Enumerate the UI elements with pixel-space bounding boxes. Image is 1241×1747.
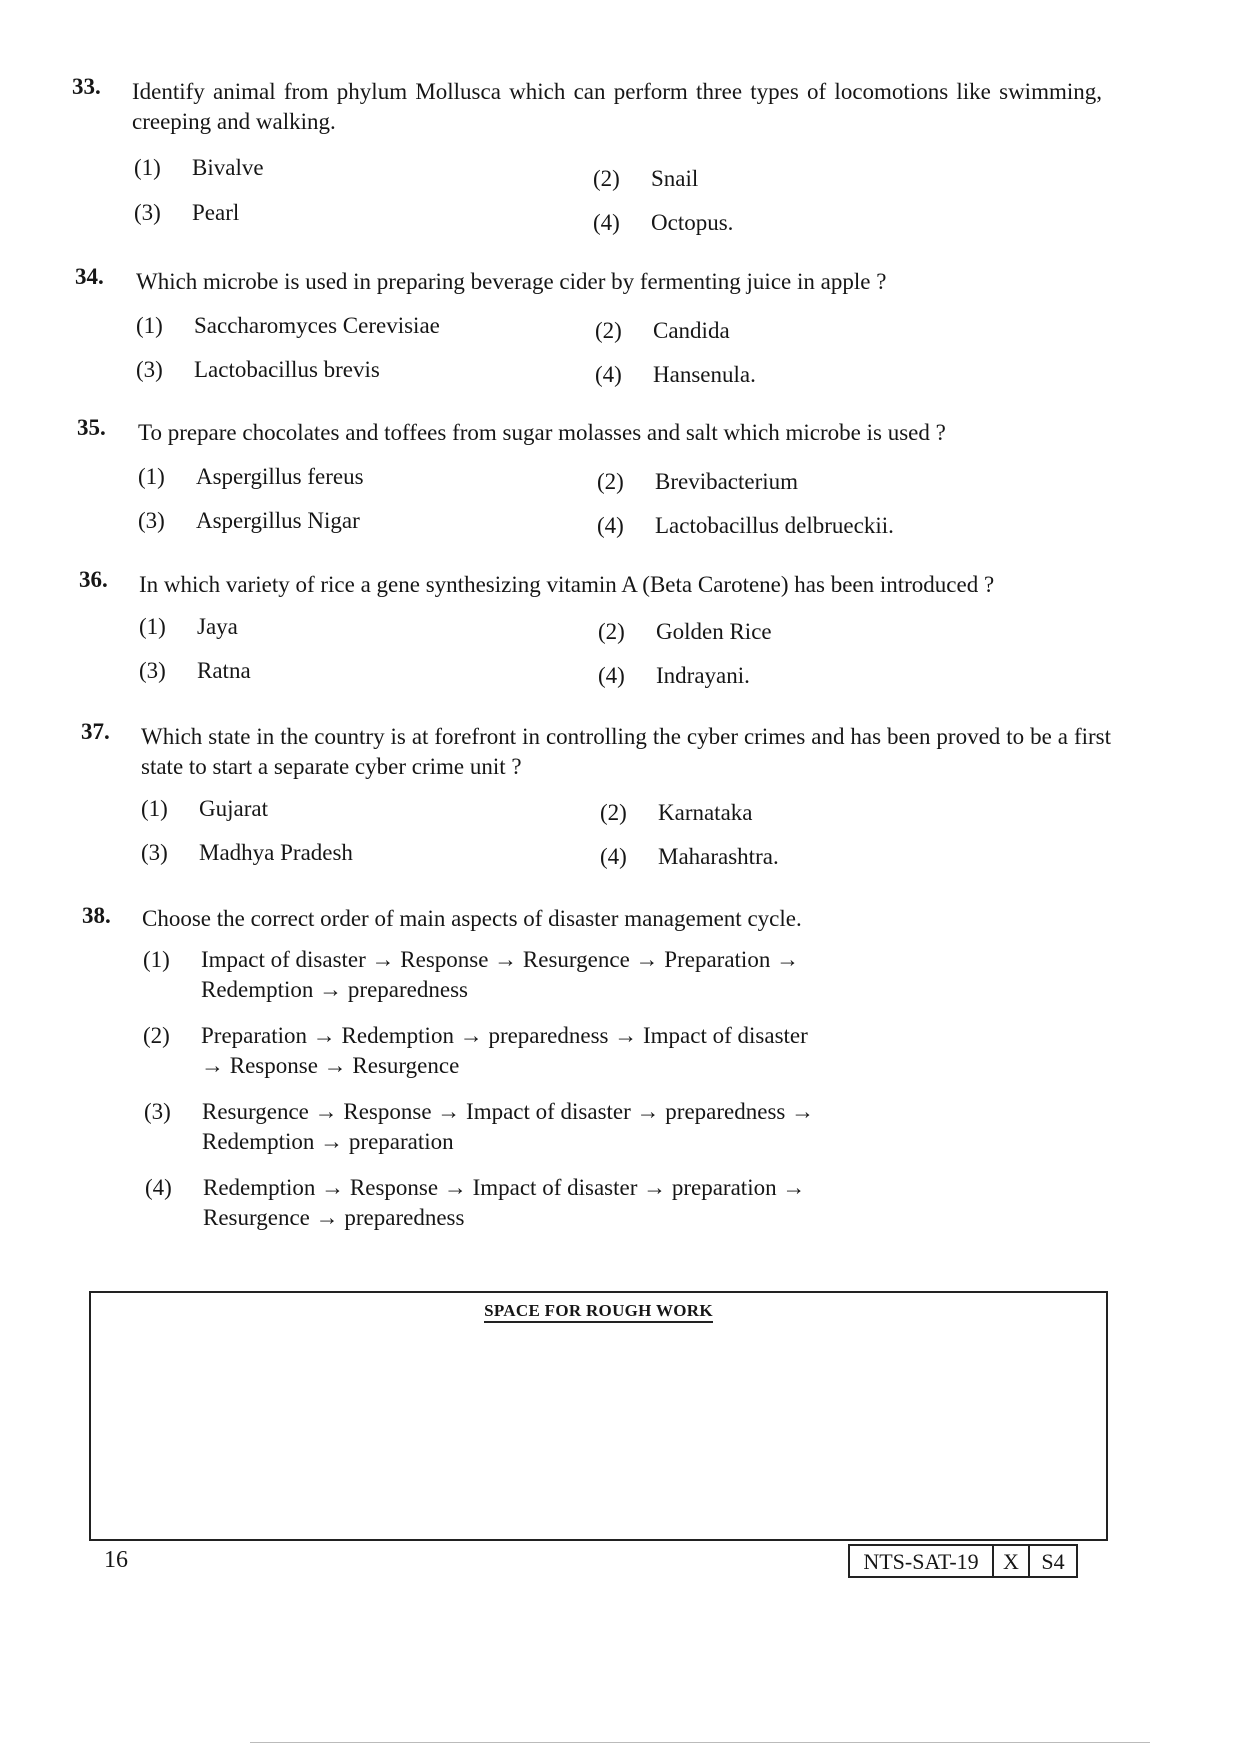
paper-code: NTS-SAT-19 xyxy=(863,1549,979,1574)
option-number: (4) xyxy=(600,844,627,869)
option-number: (4) xyxy=(597,513,624,538)
option-text: Lactobacillus delbrueckii. xyxy=(655,513,894,538)
option-text: Impact of disaster → Response → Resurgence → Preparation → Redemption → preparedness xyxy=(201,947,800,1002)
option-4[interactable] xyxy=(597,511,894,541)
option-number: (3) xyxy=(144,1099,171,1124)
option-text: Ratna xyxy=(197,658,251,683)
option-text: Candida xyxy=(653,318,730,343)
option-number: (3) xyxy=(139,658,166,683)
question-text: Choose the correct order of main aspects of disaster management cycle. xyxy=(142,906,802,931)
option-4[interactable] xyxy=(593,208,733,238)
option-text: Aspergillus Nigar xyxy=(196,508,360,533)
option-text: Indrayani. xyxy=(656,663,750,688)
option-3[interactable] xyxy=(136,355,380,385)
option-number: (4) xyxy=(598,663,625,688)
option-number: (1) xyxy=(143,947,170,972)
option-2[interactable] xyxy=(600,798,753,828)
option-2[interactable] xyxy=(595,316,730,346)
subject-code: X xyxy=(992,1546,1028,1576)
option-number: (3) xyxy=(138,508,165,533)
question-text: Which state in the country is at forefront in controlling the cyber crimes and has been proved to be a first state to start a separate cyber crime unit ? xyxy=(141,724,1111,779)
option-4[interactable] xyxy=(600,842,779,872)
page-number: 16 xyxy=(104,1547,128,1573)
option-text: Redemption → Response → Impact of disaster → preparation → Resurgence → preparedness xyxy=(203,1175,806,1230)
option-text: Brevibacterium xyxy=(655,469,799,494)
set-code: S4 xyxy=(1028,1546,1076,1576)
option-2[interactable] xyxy=(598,617,772,647)
option-text: Maharashtra. xyxy=(658,844,779,869)
question-number: 37. xyxy=(81,719,110,744)
option-number: (1) xyxy=(136,313,163,338)
question-text: Identify animal from phylum Mollusca which can perform three types of locomotions like swimming, creeping and walking. xyxy=(132,79,1102,134)
option-number: (2) xyxy=(595,318,622,343)
option-1[interactable] xyxy=(134,153,264,183)
option-text: Madhya Pradesh xyxy=(199,840,353,865)
option-1[interactable] xyxy=(138,462,364,492)
option-number: (2) xyxy=(597,469,624,494)
option-number: (4) xyxy=(145,1175,172,1200)
option-text: Saccharomyces Cerevisiae xyxy=(194,313,440,338)
option-3[interactable] xyxy=(138,506,360,536)
option-text: Resurgence → Response → Impact of disaster → preparedness → Redemption → preparation xyxy=(202,1099,815,1154)
option-text: Karnataka xyxy=(658,800,753,825)
option-text: Aspergillus fereus xyxy=(196,464,364,489)
option-number: (3) xyxy=(136,357,163,382)
rough-work-title: SPACE FOR ROUGH WORK xyxy=(91,1301,1106,1321)
option-number: (4) xyxy=(595,362,622,387)
option-text: Pearl xyxy=(192,200,240,225)
option-number: (2) xyxy=(600,800,627,825)
option-text: Snail xyxy=(651,166,699,191)
option-number: (3) xyxy=(141,840,168,865)
question-text: Which microbe is used in preparing beverage cider by fermenting juice in apple ? xyxy=(136,269,887,294)
option-number: (1) xyxy=(139,614,166,639)
option-text: Gujarat xyxy=(199,796,268,821)
option-text: Golden Rice xyxy=(656,619,772,644)
option-3[interactable] xyxy=(141,838,353,868)
question-text: In which variety of rice a gene synthesizing vitamin A (Beta Carotene) has been introduced ? xyxy=(139,572,995,597)
option-4[interactable] xyxy=(598,661,750,691)
option-number: (4) xyxy=(593,210,620,235)
question-number: 38. xyxy=(82,903,111,928)
question-number: 35. xyxy=(77,415,106,440)
option-number: (3) xyxy=(134,200,161,225)
option-number: (2) xyxy=(143,1023,170,1048)
option-4[interactable] xyxy=(595,360,756,390)
option-text: Bivalve xyxy=(192,155,264,180)
option-2[interactable] xyxy=(593,164,698,194)
option-number: (1) xyxy=(134,155,161,180)
option-number: (1) xyxy=(141,796,168,821)
option-text: Hansenula. xyxy=(653,362,756,387)
option-number: (2) xyxy=(593,166,620,191)
page-edge-line xyxy=(250,1742,1150,1743)
option-text: Preparation → Redemption → preparedness → Impact of disaster → Response → Resurgence xyxy=(201,1023,808,1078)
option-1[interactable] xyxy=(141,794,268,824)
question-number: 34. xyxy=(75,264,104,289)
option-2[interactable] xyxy=(597,467,798,497)
option-number: (2) xyxy=(598,619,625,644)
question-number: 36. xyxy=(79,567,108,592)
option-1[interactable] xyxy=(136,311,440,341)
option-3[interactable] xyxy=(134,198,239,228)
question-text: To prepare chocolates and toffees from sugar molasses and salt which microbe is used ? xyxy=(138,420,946,445)
option-3[interactable] xyxy=(139,656,251,686)
paper-code-box xyxy=(848,1544,1078,1578)
option-number: (1) xyxy=(138,464,165,489)
option-text: Octopus. xyxy=(651,210,734,235)
option-text: Jaya xyxy=(197,614,238,639)
rough-work-area[interactable] xyxy=(89,1291,1108,1541)
option-1[interactable] xyxy=(139,612,238,642)
option-text: Lactobacillus brevis xyxy=(194,357,380,382)
question-number: 33. xyxy=(72,74,101,99)
